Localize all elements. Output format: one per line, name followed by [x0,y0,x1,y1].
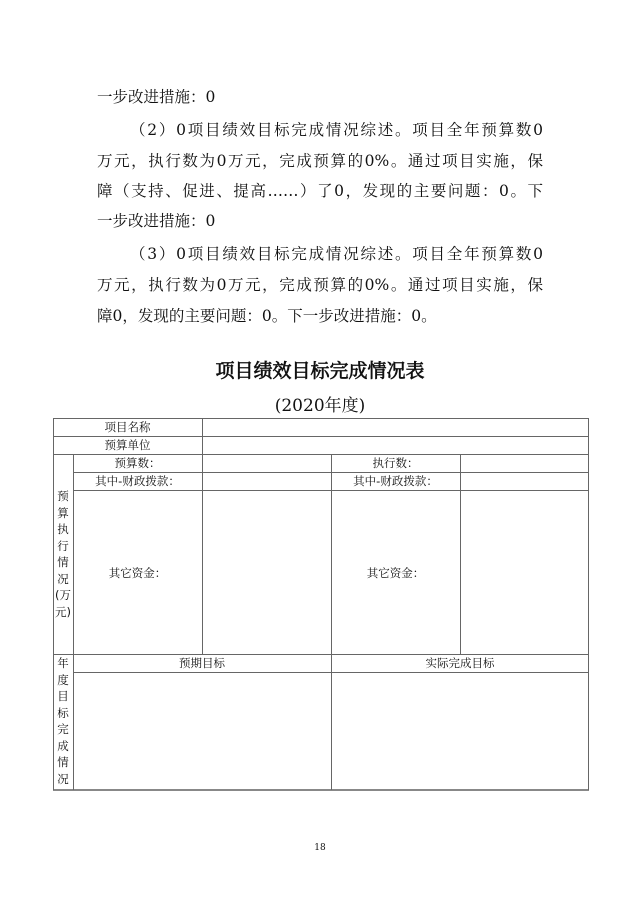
budget-unit-label: 预算单位 [104,438,151,452]
paragraph-line: 障（支持、促进、提高……）了0，发现的主要问题：0。下 [97,182,543,200]
budget-execution-section-label: 预 算 执 行 情 况 (万 元) [55,489,71,619]
performance-table [53,418,589,790]
project-name-label: 项目名称 [104,420,151,434]
expected-goals-header: 预期目标 [179,656,225,670]
paragraph-line: 一步改进措施：0 [97,212,216,230]
paragraph-line: （3）0项目绩效目标完成情况综述。项目全年预算数0 [130,245,543,263]
fiscal-allocation-executed-label: 其中-财政拨款： [353,474,438,488]
other-funds-executed-label: 其它资金： [366,566,425,580]
page-number: 18 [314,843,326,853]
other-funds-label: 其它资金： [108,566,167,580]
table-title: 项目绩效目标完成情况表 [215,360,425,382]
budget-amount-label: 预算数： [114,456,161,470]
table-year: (2020年度) [274,396,366,416]
paragraph-line: 万元，执行数为0万元，完成预算的0%。通过项目实施，保 [97,276,543,294]
paragraph-line: （2）0项目绩效目标完成情况综述。项目全年预算数0 [130,121,543,139]
paragraph-line: 障0，发现的主要问题：0。下一步改进措施：0。 [97,307,437,325]
annual-goals-section-label: 年 度 目 标 完 成 情 况 [57,656,69,786]
paragraph-line: 一步改进措施：0 [97,88,216,106]
fiscal-allocation-label: 其中-财政拨款： [95,474,180,488]
paragraph-line: 万元，执行数为0万元，完成预算的0%。通过项目实施，保 [97,152,543,170]
executed-amount-label: 执行数： [372,456,419,470]
actual-goals-header: 实际完成目标 [425,656,495,670]
